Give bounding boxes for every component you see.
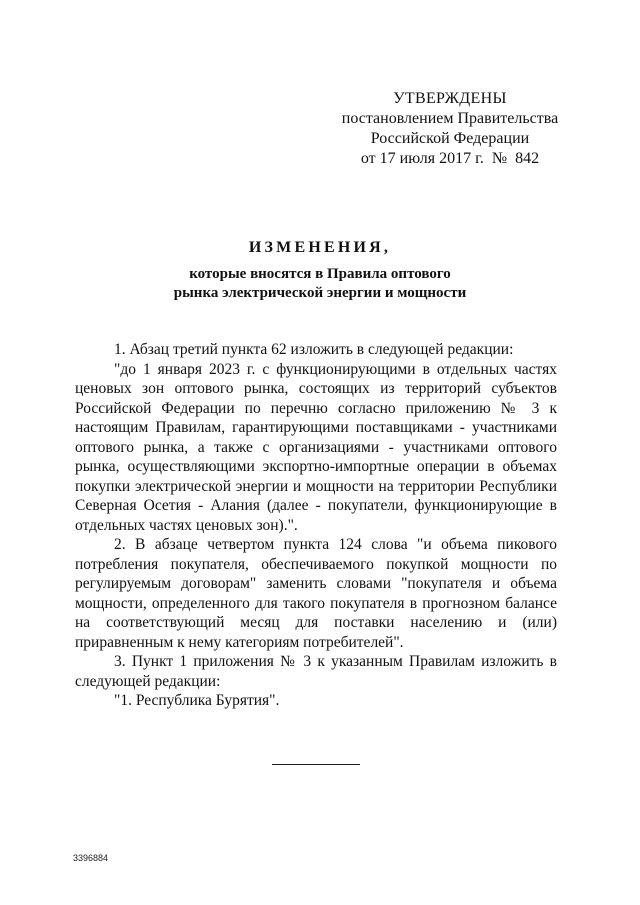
approval-date-number: от 17 июля 2017 г. № 842	[360, 150, 540, 167]
document-body	[75, 340, 557, 711]
document-code: 3396884	[73, 853, 109, 863]
approval-block	[330, 89, 570, 169]
paragraph: 2. В абзаце четвертом пункта 124 слова "и объема пикового потребления покупателя, обеспечиваемого покупкой мощности по регулируемым договорам" заменить словами "покупателя и объема мощности, определенного для такого покупателя в прогнозном балансе на соответствующий месяц для поставки населению и (или) приравненным к нему категориям потребителей".	[75, 536, 557, 651]
document-subtitle: которые вносятся в Правила оптового	[189, 266, 451, 282]
paragraph: 1. Абзац третий пункта 62 изложить в следующей редакции:	[114, 341, 514, 358]
paragraph: "1. Республика Бурятия".	[114, 692, 280, 709]
paragraph: "до 1 января 2023 г. с функционирующими в отдельных частях ценовых зон оптового рынка, состоящих из территорий субъектов Российской Федерации по перечню согласно приложению № 3 к настоящим Правилам, гарантирующими поставщиками - участниками оптового рынка, а также с организациями - участниками оптового рынка, осуществляющими экспортно-импортные операции в объемах покупки электрической энергии и мощности на территории Республики Северная Осетия - Алания (далее - покупатели, функционирующие в отдельных частях ценовых зон).".	[75, 360, 557, 534]
document-heading	[0, 237, 640, 303]
approval-title: УТВЕРЖДЕНЫ	[393, 90, 507, 107]
approval-line: постановлением Правительства	[341, 110, 559, 127]
document-title: ИЗМЕНЕНИЯ,	[248, 239, 392, 256]
end-separator-line	[272, 764, 360, 765]
document-subtitle: рынка электрической энергии и мощности	[173, 285, 467, 301]
paragraph: 3. Пункт 1 приложения № 3 к указанным Правилам изложить в следующей редакции:	[75, 653, 557, 690]
approval-line: Российской Федерации	[370, 130, 530, 147]
